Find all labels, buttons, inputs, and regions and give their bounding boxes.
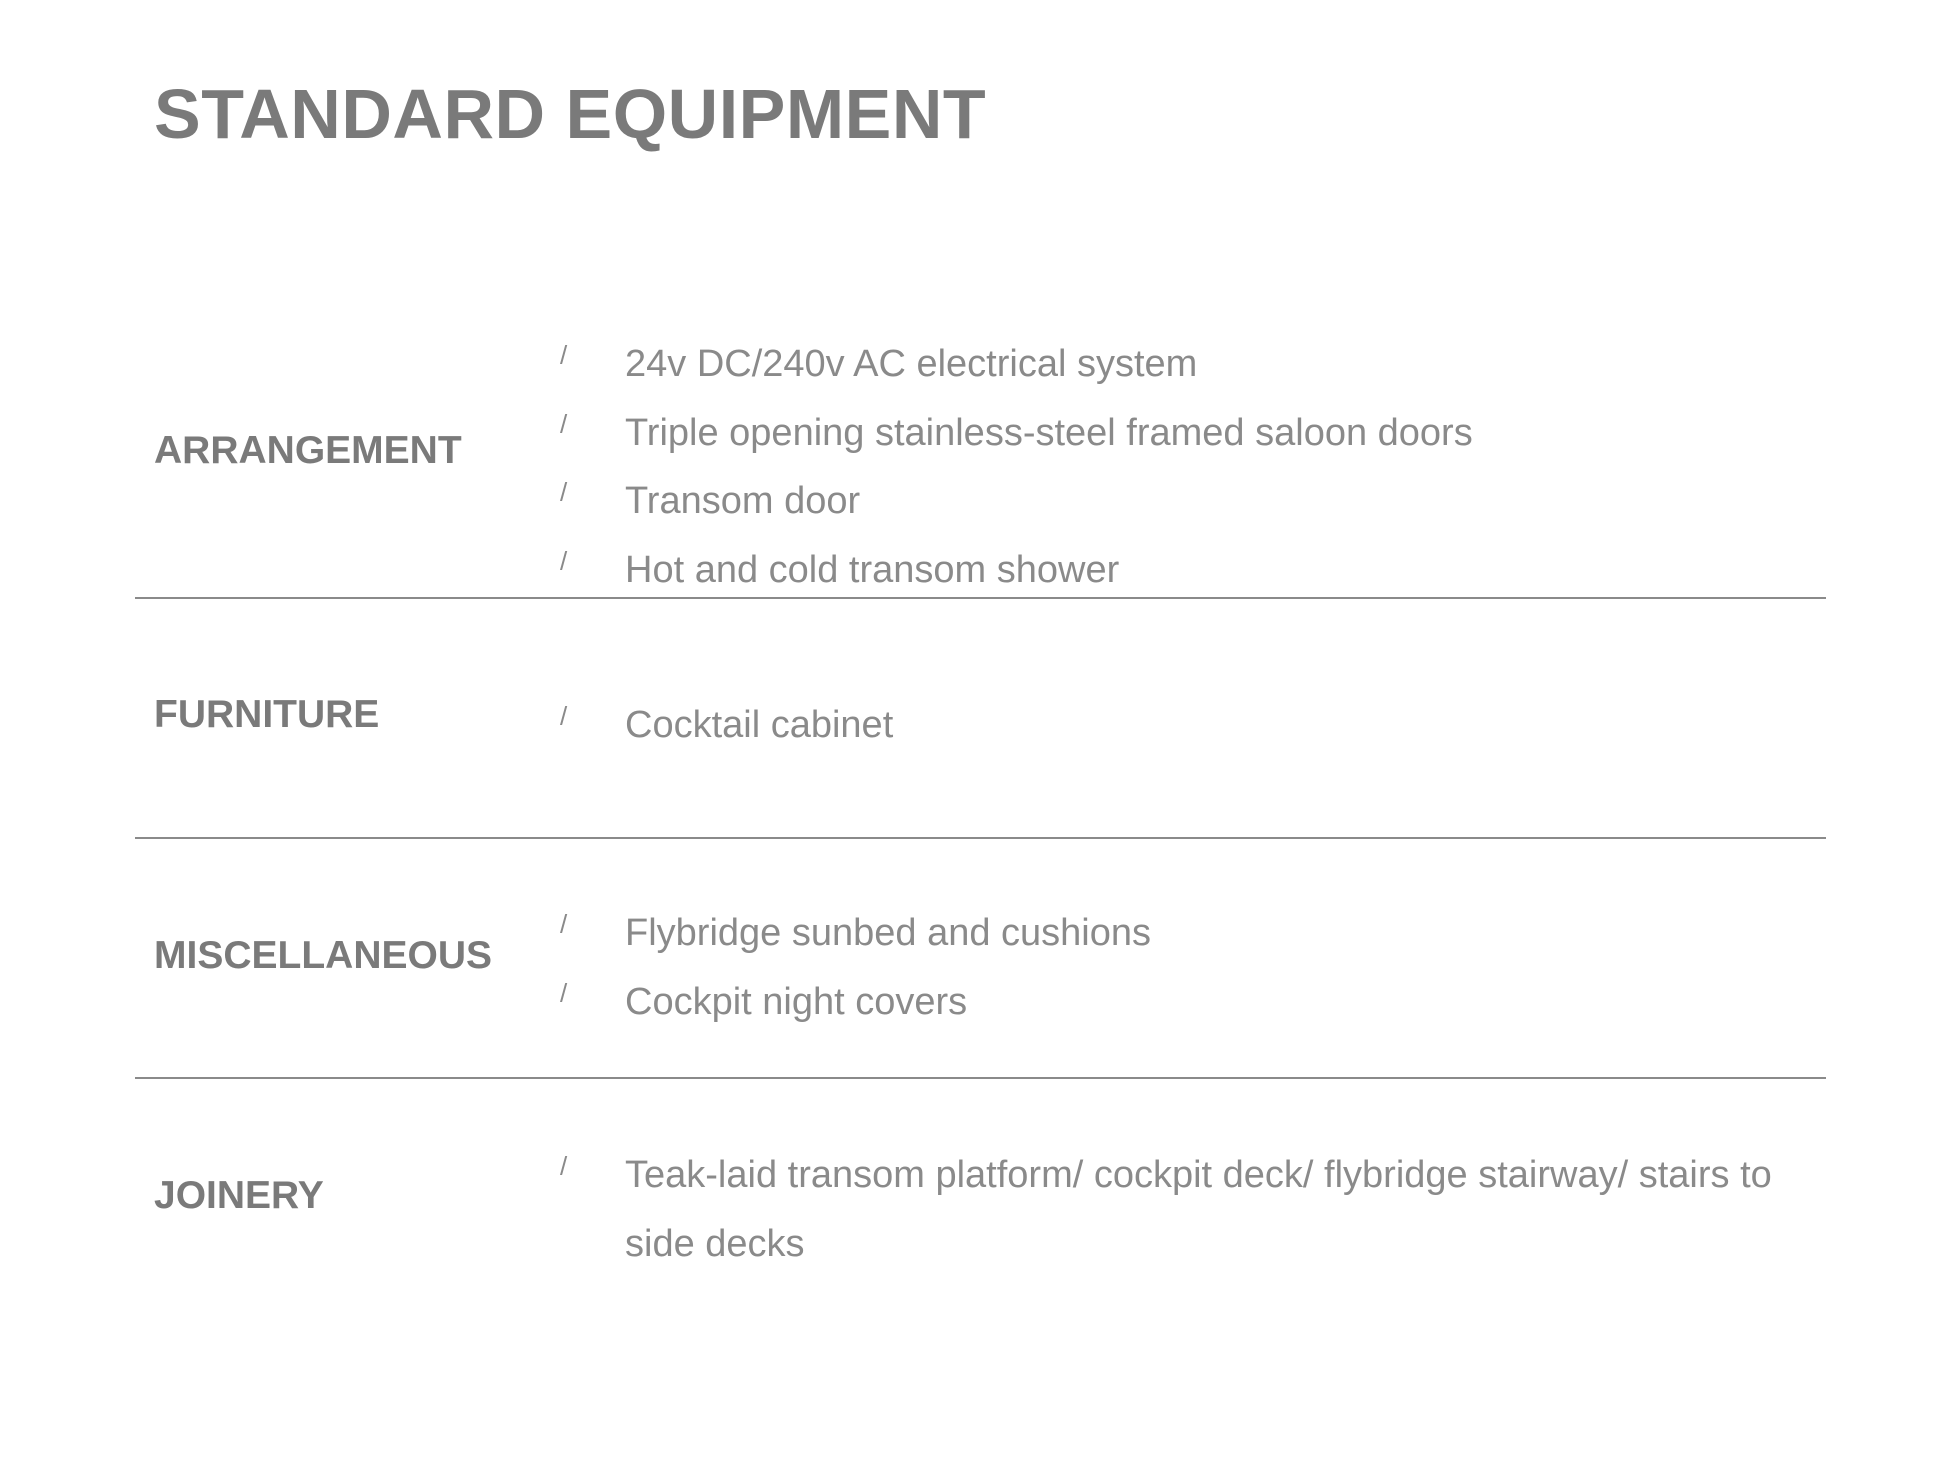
- item-list-joinery: [560, 1141, 1826, 1278]
- item-text: Hot and cold transom shower: [625, 548, 1120, 591]
- item-text: Triple opening stainless-steel framed saloon doors: [625, 411, 1473, 454]
- section-label-arrangement: ARRANGEMENT: [154, 429, 462, 472]
- item-text: Flybridge sunbed and cushions: [625, 912, 1152, 954]
- slash-bullet-icon: /: [560, 408, 568, 439]
- section-label-furniture: FURNITURE: [154, 693, 380, 736]
- item-text: 24v DC/240v AC electrical system: [625, 343, 1198, 385]
- list-item: [560, 1141, 1826, 1278]
- slash-bullet-icon: /: [560, 477, 568, 507]
- item-text: Teak-laid transom platform/ cockpit deck/ flybridge stairway/ stairs to side decks: [625, 1154, 1772, 1265]
- slash-bullet-icon: /: [560, 977, 568, 1008]
- item-text: Cocktail cabinet: [625, 704, 894, 746]
- item-list-arrangement: [560, 330, 1826, 604]
- list-item: [560, 399, 1826, 468]
- list-item: [560, 899, 1826, 968]
- slash-bullet-icon: /: [560, 701, 568, 731]
- slash-bullet-icon: /: [560, 340, 568, 370]
- item-text: Transom door: [625, 480, 861, 522]
- slash-bullet-icon: /: [560, 909, 568, 939]
- list-item: [560, 691, 1826, 760]
- list-item: [560, 467, 1826, 536]
- list-item: [560, 536, 1826, 605]
- section-label-miscellaneous: MISCELLANEOUS: [154, 934, 493, 977]
- section-label-joinery: JOINERY: [154, 1174, 324, 1217]
- slash-bullet-icon: /: [560, 1151, 568, 1181]
- item-text: Cockpit night covers: [625, 980, 968, 1023]
- item-list-furniture: [560, 691, 1826, 760]
- page-title: STANDARD EQUIPMENT: [154, 75, 987, 153]
- slash-bullet-icon: /: [560, 545, 568, 576]
- list-item: [560, 968, 1826, 1037]
- section-arrangement: [135, 320, 1826, 599]
- section-furniture: [135, 599, 1826, 839]
- section-joinery: [135, 1079, 1826, 1279]
- item-list-miscellaneous: [560, 899, 1826, 1036]
- section-miscellaneous: [135, 839, 1826, 1079]
- list-item: [560, 330, 1826, 399]
